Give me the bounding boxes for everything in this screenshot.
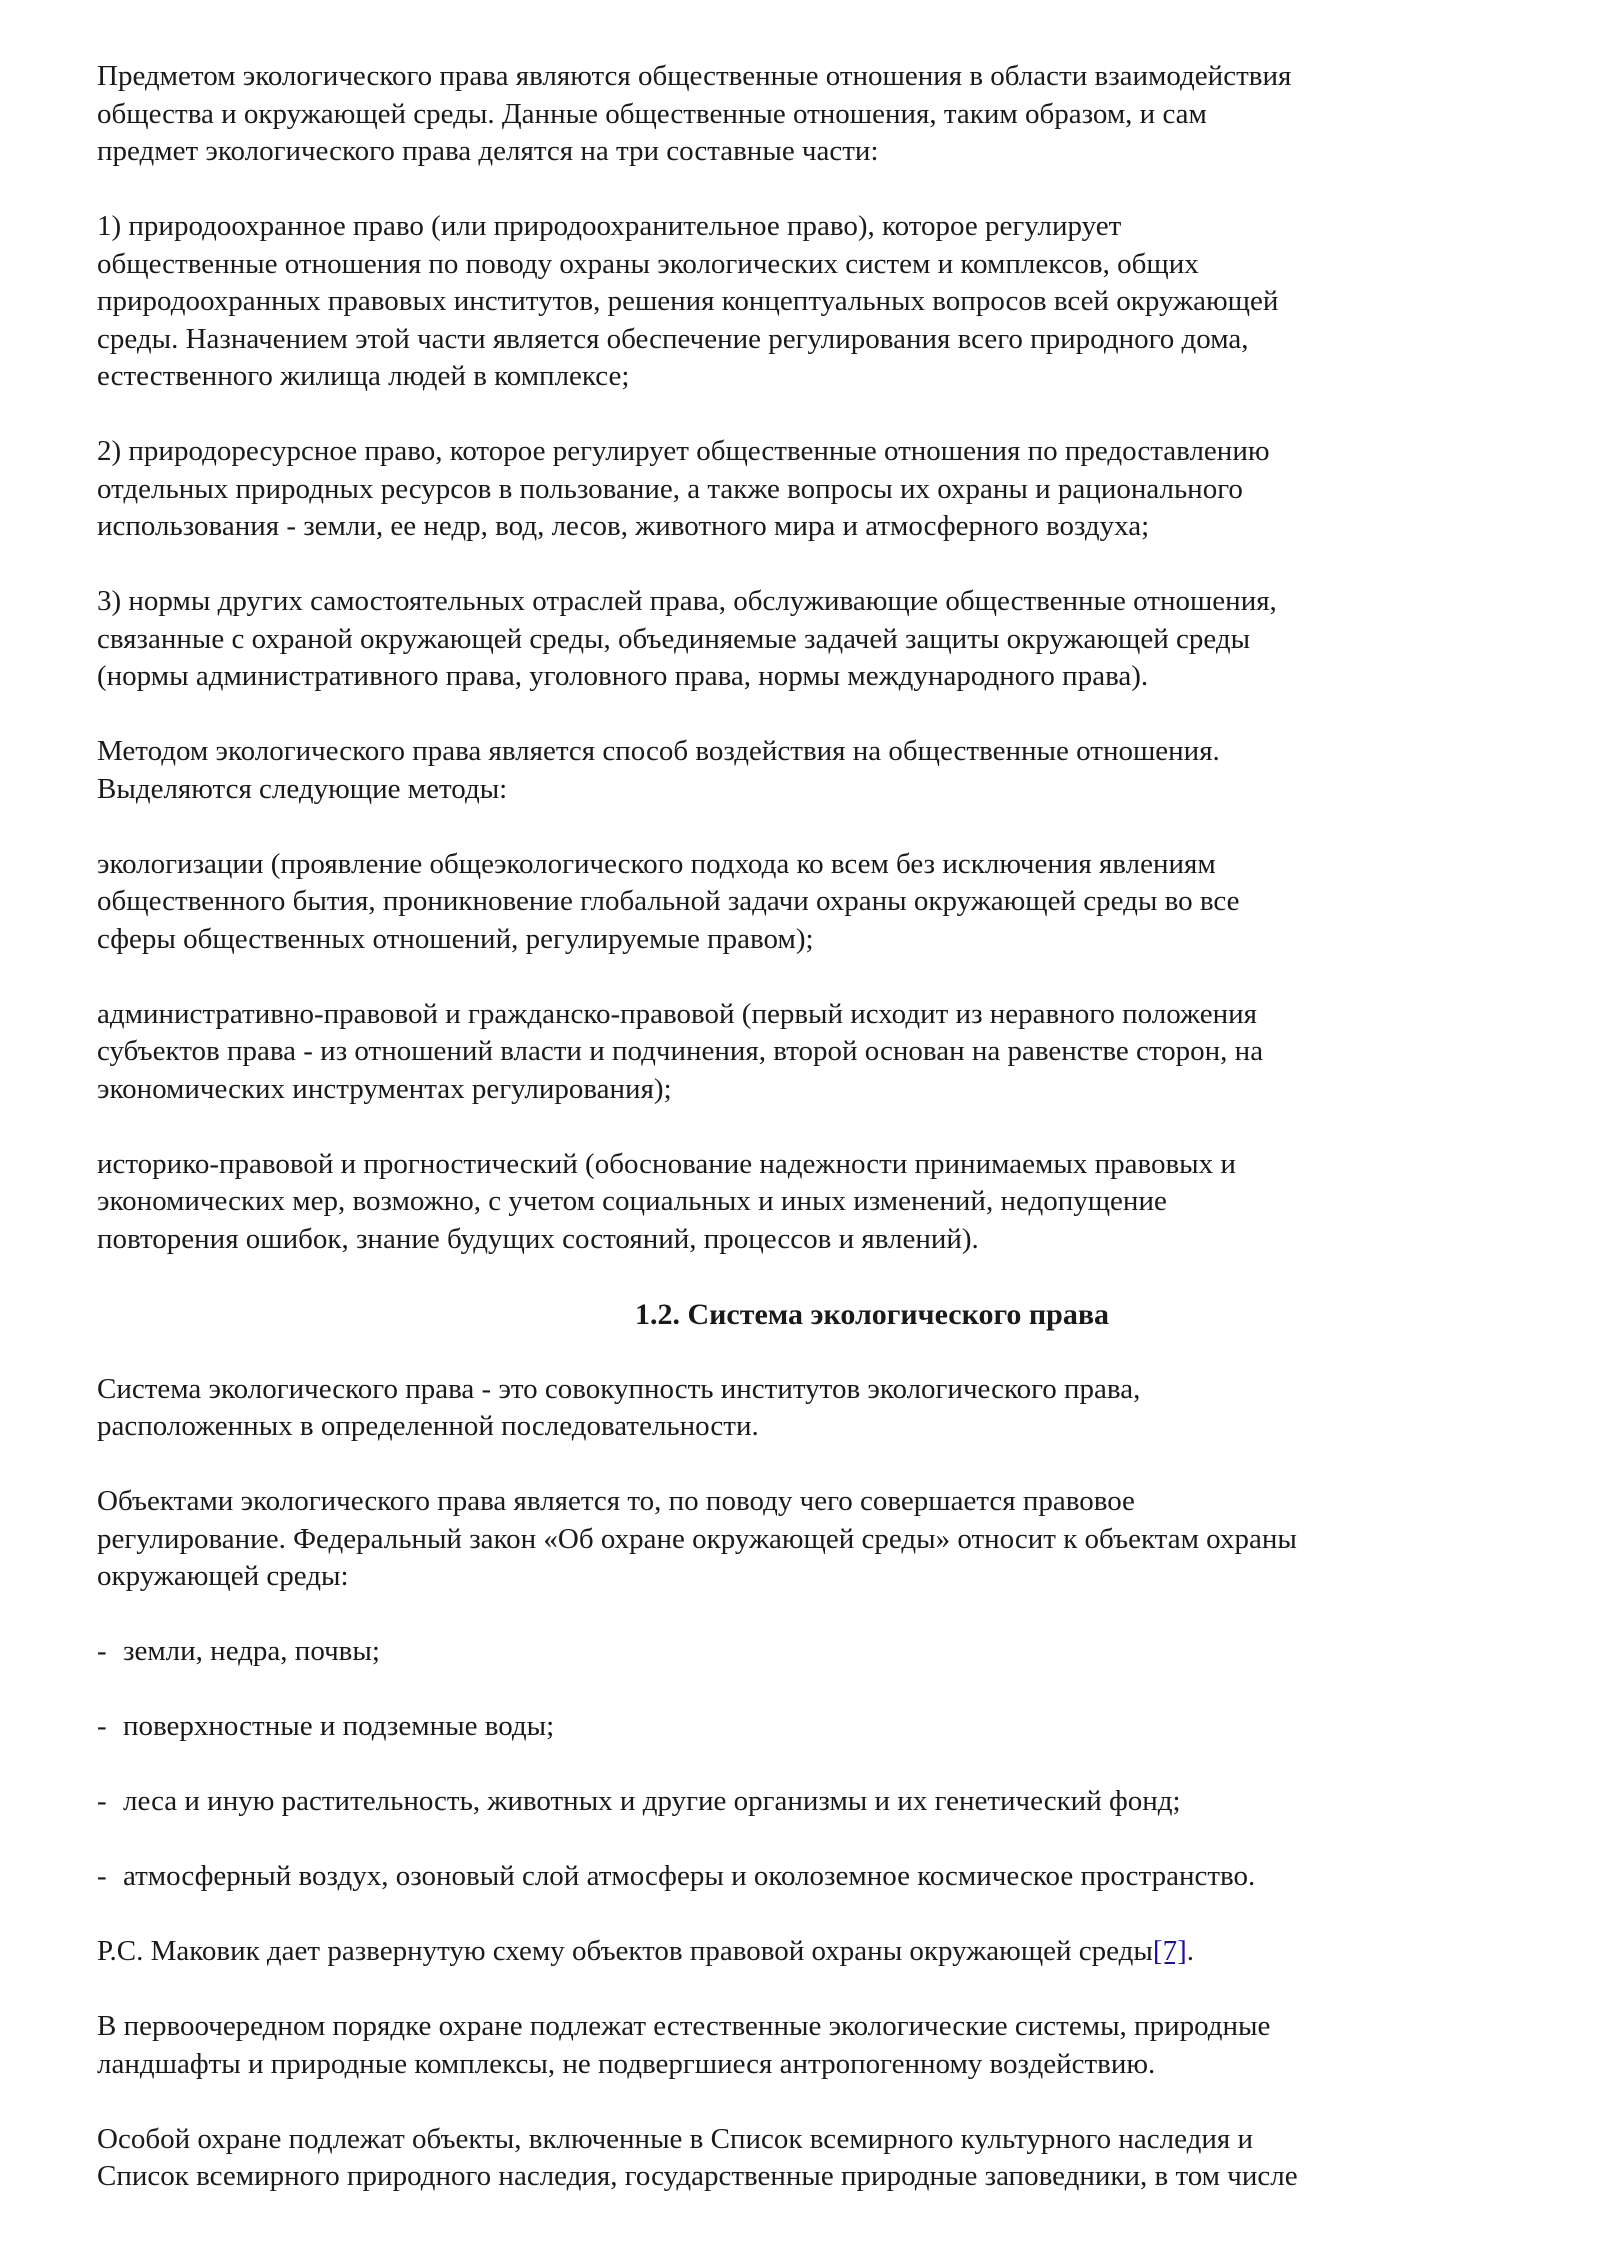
paragraph-part-1: 1) природоохранное право (или природоохранительное право), которое регулирует общественные отношения по поводу охраны экологических систем и комплексов, общих природоохранных правовых институтов, решения концептуальных вопросов всей окружающей среды. Назначением этой части является обеспечение регулирования всего природного дома, естественного жилища людей в комплексе; — [97, 210, 1279, 392]
list-dash: - — [97, 1860, 107, 1892]
paragraph-special-protection: Особой охране подлежат объекты, включенные в Список всемирного культурного наследия и Список всемирного природного наследия, государственные природные заповедники, в том числе — [97, 2122, 1298, 2192]
paragraph-makovik — [97, 1933, 1517, 1971]
paragraph-method-intro: Методом экологического права является способ воздействия на общественные отношения. Выделяются следующие методы: — [97, 735, 1220, 805]
makovik-period: . — [1186, 1935, 1194, 1967]
paragraph-part-3: 3) нормы других самостоятельных отраслей права, обслуживающие общественные отношения, связанные с охраной окружающей среды, объединяемые задачей защиты окружающей среды (нормы административного права, уголовного права, нормы международного права). — [97, 585, 1277, 692]
paragraph-priority-protection: В первоочередном порядке охране подлежат естественные экологические системы, природные ландшафты и природные комплексы, не подвергшиеся антропогенному воздействию. — [97, 2010, 1271, 2080]
list-dash: - — [97, 1635, 107, 1667]
list-item-text: земли, недра, почвы; — [123, 1635, 380, 1667]
list-dash: - — [97, 1785, 107, 1817]
paragraph-method-ecologization: экологизации (проявление общеэкологического подхода ко всем без исключения явлениям общественного бытия, проникновение глобальной задачи охраны окружающей среды во все сферы общественных отношений, регулируемые правом); — [97, 847, 1240, 955]
document-page — [97, 58, 1517, 2233]
list-item-text: леса и иную растительность, животных и другие организмы и их генетический фонд; — [123, 1785, 1181, 1817]
list-dash: - — [97, 1710, 107, 1742]
list-item — [97, 1858, 1517, 1896]
paragraph-method-historical: историко-правовой и прогностический (обоснование надежности принимаемых правовых и экономических мер, возможно, с учетом социальных и иных изменений, недопущение повторения ошибок, знание будущих состояний, процессов и явлений). — [97, 1147, 1236, 1255]
list-item — [97, 1633, 1517, 1671]
list-item-text: атмосферный воздух, озоновый слой атмосферы и околоземное космическое пространство. — [123, 1860, 1256, 1892]
makovik-text: Р.С. Маковик дает развернутую схему объектов правовой охраны окружающей среды — [97, 1935, 1153, 1967]
paragraph-subject-intro: Предметом экологического права являются общественные отношения в области взаимодействия общества и окружающей среды. Данные общественные отношения, таким образом, и сам предмет экологического права делятся на три составные части: — [97, 60, 1292, 167]
list-item-text: поверхностные и подземные воды; — [123, 1710, 555, 1742]
footnote-link[interactable]: [7] — [1152, 1935, 1187, 1967]
list-item — [97, 1783, 1517, 1821]
paragraph-objects-intro: Объектами экологического права является то, по поводу чего совершается правовое регулирование. Федеральный закон «Об охране окружающей среды» относит к объектам охраны окружающей среды: — [97, 1485, 1297, 1592]
paragraph-method-administrative: административно-правовой и гражданско-правовой (первый исходит из неравного положения субъектов права - из отношений власти и подчинения, второй основан на равенстве сторон, на экономических инструментах регулирования); — [97, 997, 1264, 1105]
paragraph-part-2: 2) природоресурсное право, которое регулирует общественные отношения по предоставлению отдельных природных ресурсов в пользование, а также вопросы их охраны и рационального использования - земли, ее недр, вод, лесов, животного мира и атмосферного воздуха; — [97, 435, 1270, 542]
list-item — [97, 1708, 1517, 1746]
section-heading: 1.2. Система экологического права — [634, 1297, 1110, 1331]
paragraph-system-definition: Система экологического права - это совокупность институтов экологического права, расположенных в определенной последовательности. — [97, 1372, 1141, 1442]
